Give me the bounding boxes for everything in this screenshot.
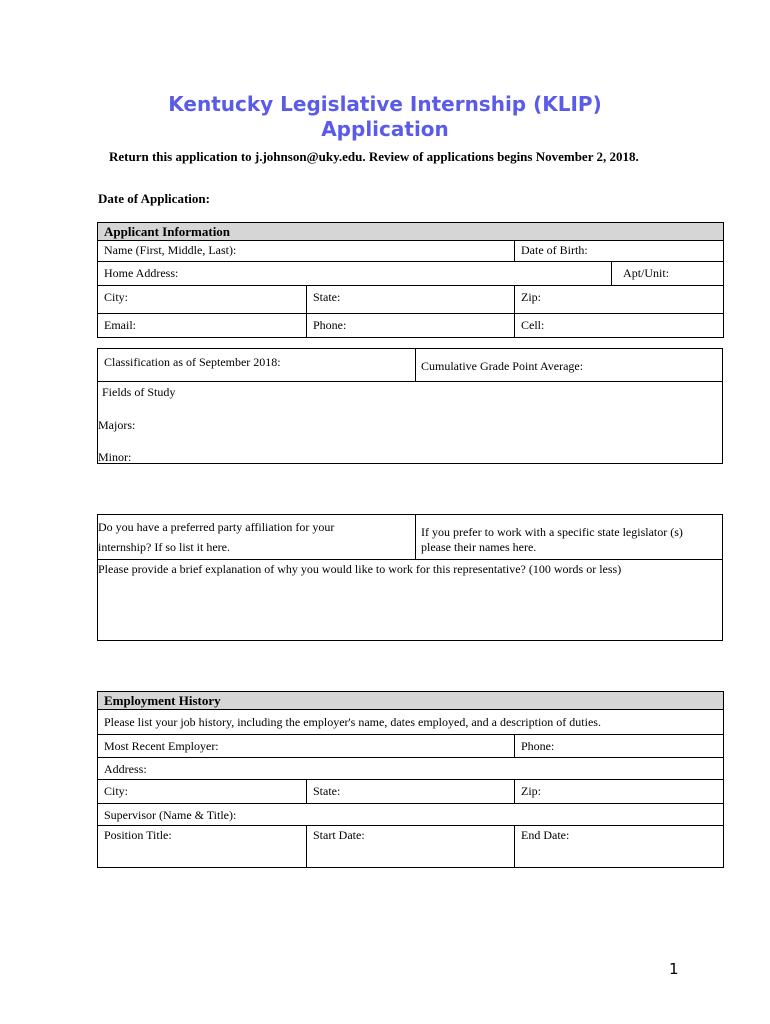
title-line-2: Application xyxy=(321,117,449,141)
recent-employer-field[interactable]: Most Recent Employer: xyxy=(98,735,515,758)
employer-phone-field[interactable]: Phone: xyxy=(515,735,724,758)
title-line-1: Kentucky Legislative Internship (KLIP) xyxy=(168,92,602,116)
employment-history-heading: Employment History xyxy=(98,692,724,710)
page-number: 1 xyxy=(669,960,679,978)
academics-box xyxy=(97,348,723,464)
party-affiliation-question-line-2: internship? If so list it here. xyxy=(98,540,230,554)
zip-field[interactable]: Zip: xyxy=(515,286,724,314)
party-preference-box xyxy=(97,514,723,641)
email-field[interactable]: Email: xyxy=(98,314,307,338)
fields-of-study-label: Fields of Study xyxy=(102,385,176,399)
date-of-birth-field[interactable]: Date of Birth: xyxy=(515,241,724,262)
city-field[interactable]: City: xyxy=(98,286,307,314)
employer-city-field[interactable]: City: xyxy=(98,780,307,804)
cell-field[interactable]: Cell: xyxy=(515,314,724,338)
minor-field[interactable]: Minor: xyxy=(98,450,132,464)
supervisor-field[interactable]: Supervisor (Name & Title): xyxy=(98,804,724,826)
legislator-preference-line-1: If you prefer to work with a specific state legislator (s) xyxy=(421,525,683,539)
document-title xyxy=(0,92,770,142)
name-field[interactable]: Name (First, Middle, Last): xyxy=(98,241,515,262)
apt-unit-field[interactable]: Apt/Unit: xyxy=(612,262,724,286)
explanation-prompt: Please provide a brief explanation of why you would like to work for this representative? (100 words or less) xyxy=(98,562,622,576)
employer-zip-field[interactable]: Zip: xyxy=(515,780,724,804)
employer-address-field[interactable]: Address: xyxy=(98,758,724,780)
end-date-field[interactable]: End Date: xyxy=(515,826,724,868)
applicant-information-table xyxy=(97,222,724,338)
date-of-application-label: Date of Application: xyxy=(98,191,210,206)
majors-field[interactable]: Majors: xyxy=(98,418,136,432)
academics-divider xyxy=(98,381,722,382)
start-date-field[interactable]: Start Date: xyxy=(307,826,515,868)
employment-history-table xyxy=(97,691,724,868)
party-affiliation-question-line-1: Do you have a preferred party affiliation for your xyxy=(98,520,335,534)
academics-column-divider xyxy=(415,349,416,381)
phone-field[interactable]: Phone: xyxy=(307,314,515,338)
state-field[interactable]: State: xyxy=(307,286,515,314)
position-title-field[interactable]: Position Title: xyxy=(98,826,307,868)
applicant-information-heading: Applicant Information xyxy=(98,223,724,241)
legislator-preference-line-2: please their names here. xyxy=(421,540,537,554)
classification-field[interactable]: Classification as of September 2018: xyxy=(104,355,281,369)
home-address-field[interactable]: Home Address: xyxy=(98,262,612,286)
employment-instructions: Please list your job history, including the employer's name, dates employed, and a description of duties. xyxy=(98,710,724,735)
party-column-divider xyxy=(415,515,416,559)
party-divider xyxy=(98,559,722,560)
return-instructions: Return this application to j.johnson@uky.edu. Review of applications begins November 2, 2018. xyxy=(109,149,639,164)
gpa-field[interactable]: Cumulative Grade Point Average: xyxy=(421,359,584,373)
employer-state-field[interactable]: State: xyxy=(307,780,515,804)
